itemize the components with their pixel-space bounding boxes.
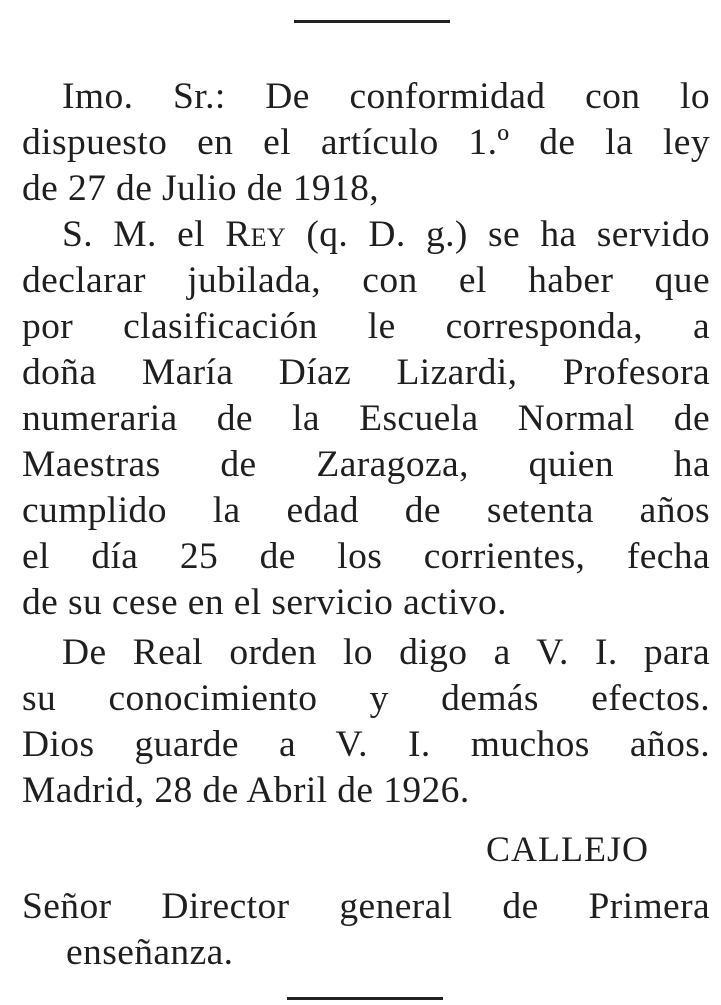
- rey-start: S. M. el: [62, 214, 226, 255]
- rey-word: Rey: [225, 214, 287, 255]
- paragraph2-line1: [62, 212, 710, 258]
- paragraph2-line2: declarar jubilada, con el haber que: [22, 260, 710, 301]
- paragraph2-line9: de su cese en el servicio activo.: [22, 582, 507, 623]
- addressee-line2: enseñanza.: [66, 932, 234, 973]
- paragraph3-line3: Dios guarde a V. I. muchos años.: [22, 724, 710, 765]
- paragraph3-line1: De Real orden lo digo a V. I. para: [62, 632, 710, 673]
- paragraph2-line3: por clasificación le corresponda, a: [22, 306, 710, 347]
- paragraph3-line4: Madrid, 28 de Abril de 1926.: [22, 770, 470, 811]
- signature-name: CALLEJO: [486, 829, 649, 869]
- rey-end: (q. D. g.) se ha servido: [286, 214, 710, 255]
- paragraph2-line6: Maestras de Zaragoza, quien ha: [22, 444, 710, 485]
- paragraph2-line4: doña María Díaz Lizardi, Profesora: [22, 352, 710, 393]
- paragraph2-line8: el día 25 de los corrientes, fecha: [22, 536, 710, 577]
- paragraph1-line3: de 27 de Julio de 1918,: [22, 168, 380, 209]
- paragraph2-line5: numeraria de la Escuela Normal de: [22, 398, 710, 439]
- top-separator-rule: [294, 20, 450, 23]
- addressee-line1: Señor Director general de Primera: [22, 886, 710, 927]
- paragraph1-line1: Imo. Sr.: De conformidad con lo: [62, 76, 710, 117]
- paragraph1-line2: dispuesto en el artículo 1.º de la ley: [22, 122, 710, 163]
- paragraph3-line2: su conocimiento y demás efectos.: [22, 678, 710, 719]
- paragraph2-line7: cumplido la edad de setenta años: [22, 490, 710, 531]
- bottom-separator-rule: [287, 997, 443, 1000]
